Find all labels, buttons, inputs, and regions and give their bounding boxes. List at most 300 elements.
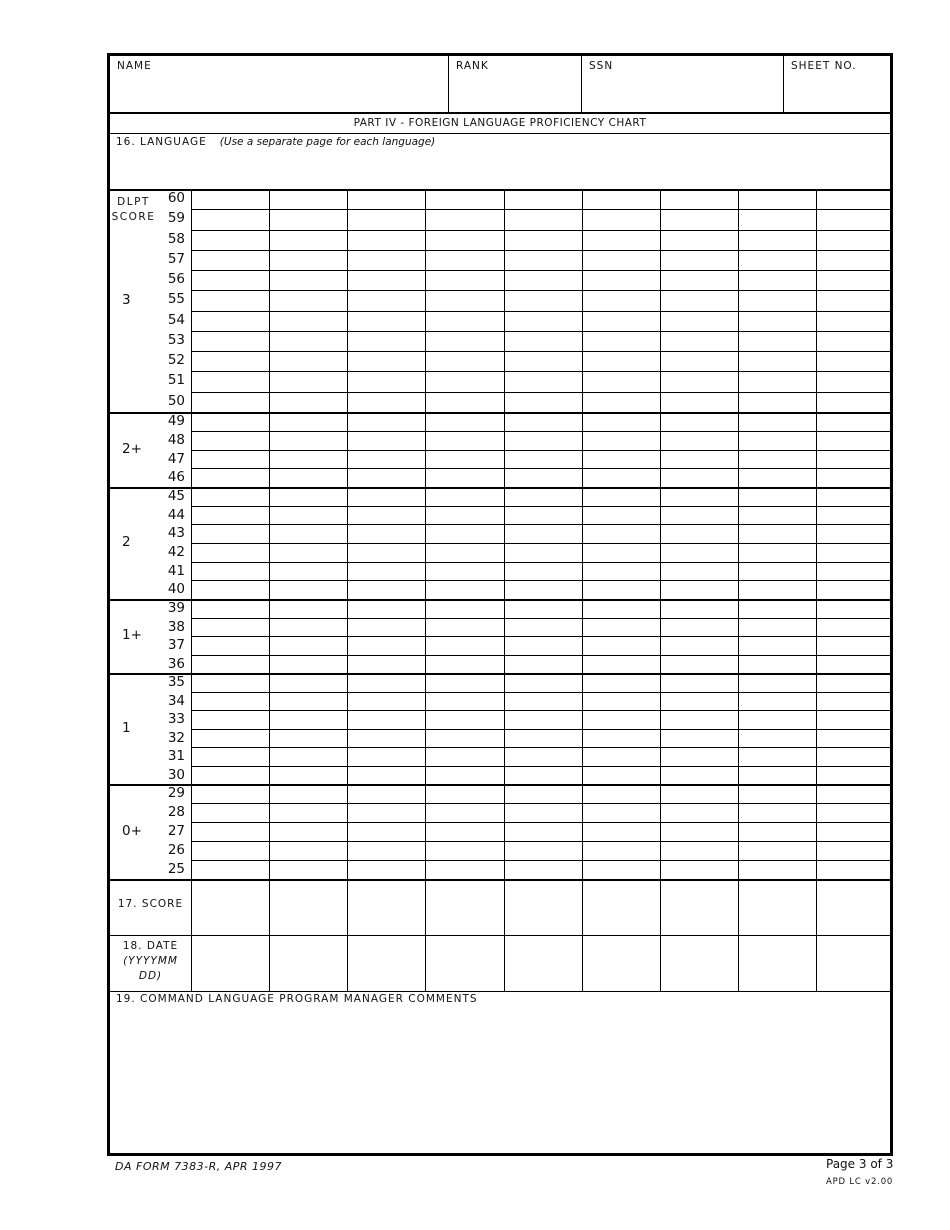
score-cell[interactable] — [191, 580, 269, 599]
score-cell[interactable] — [504, 290, 582, 310]
score-cell[interactable] — [347, 747, 425, 766]
score-cell[interactable] — [816, 431, 894, 450]
score-cell[interactable] — [738, 710, 816, 729]
score-cell[interactable] — [504, 230, 582, 250]
score-cell[interactable] — [816, 524, 894, 543]
language-field[interactable] — [116, 136, 886, 188]
score-cell[interactable] — [816, 450, 894, 469]
score-cell[interactable] — [738, 270, 816, 290]
score-cell[interactable] — [582, 673, 660, 692]
score-cell[interactable] — [504, 841, 582, 860]
score-cell[interactable] — [504, 822, 582, 841]
score-cell[interactable] — [582, 580, 660, 599]
score-cell[interactable] — [347, 710, 425, 729]
score-cell[interactable] — [660, 290, 738, 310]
score-cell[interactable] — [816, 841, 894, 860]
score-total-cell[interactable] — [504, 879, 582, 935]
score-cell[interactable] — [738, 618, 816, 637]
score-cell[interactable] — [738, 487, 816, 506]
score-cell[interactable] — [504, 412, 582, 431]
score-cell[interactable] — [269, 580, 347, 599]
score-cell[interactable] — [269, 230, 347, 250]
score-cell[interactable] — [504, 331, 582, 351]
score-cell[interactable] — [504, 729, 582, 748]
score-cell[interactable] — [504, 311, 582, 331]
score-cell[interactable] — [582, 351, 660, 371]
score-cell[interactable] — [191, 290, 269, 310]
score-cell[interactable] — [738, 766, 816, 785]
score-cell[interactable] — [582, 710, 660, 729]
score-cell[interactable] — [816, 543, 894, 562]
score-cell[interactable] — [504, 784, 582, 803]
score-cell[interactable] — [660, 250, 738, 270]
score-cell[interactable] — [269, 311, 347, 331]
score-cell[interactable] — [660, 450, 738, 469]
score-cell[interactable] — [191, 468, 269, 487]
score-cell[interactable] — [582, 562, 660, 581]
score-cell[interactable] — [269, 784, 347, 803]
score-cell[interactable] — [425, 468, 503, 487]
score-total-cell[interactable] — [582, 879, 660, 935]
date-cell[interactable] — [425, 935, 503, 991]
score-cell[interactable] — [738, 860, 816, 879]
score-cell[interactable] — [816, 412, 894, 431]
score-cell[interactable] — [816, 487, 894, 506]
score-cell[interactable] — [269, 562, 347, 581]
score-cell[interactable] — [816, 784, 894, 803]
score-cell[interactable] — [738, 580, 816, 599]
score-cell[interactable] — [816, 655, 894, 674]
score-cell[interactable] — [425, 351, 503, 371]
score-cell[interactable] — [347, 250, 425, 270]
score-cell[interactable] — [191, 766, 269, 785]
score-cell[interactable] — [660, 692, 738, 711]
score-cell[interactable] — [660, 860, 738, 879]
score-cell[interactable] — [347, 803, 425, 822]
score-cell[interactable] — [191, 450, 269, 469]
score-cell[interactable] — [582, 747, 660, 766]
score-cell[interactable] — [269, 468, 347, 487]
score-cell[interactable] — [738, 729, 816, 748]
score-cell[interactable] — [504, 270, 582, 290]
score-cell[interactable] — [425, 189, 503, 209]
score-cell[interactable] — [425, 692, 503, 711]
score-cell[interactable] — [738, 431, 816, 450]
score-cell[interactable] — [347, 562, 425, 581]
score-cell[interactable] — [582, 803, 660, 822]
score-cell[interactable] — [347, 487, 425, 506]
score-cell[interactable] — [191, 270, 269, 290]
score-cell[interactable] — [582, 230, 660, 250]
score-cell[interactable] — [582, 860, 660, 879]
score-cell[interactable] — [425, 209, 503, 229]
score-cell[interactable] — [347, 636, 425, 655]
score-cell[interactable] — [816, 351, 894, 371]
score-cell[interactable] — [425, 655, 503, 674]
score-cell[interactable] — [738, 351, 816, 371]
date-cell[interactable] — [582, 935, 660, 991]
score-cell[interactable] — [347, 655, 425, 674]
score-cell[interactable] — [816, 580, 894, 599]
score-cell[interactable] — [738, 250, 816, 270]
score-cell[interactable] — [738, 290, 816, 310]
score-cell[interactable] — [347, 822, 425, 841]
score-cell[interactable] — [816, 209, 894, 229]
score-cell[interactable] — [347, 618, 425, 637]
score-total-cell[interactable] — [191, 879, 269, 935]
score-cell[interactable] — [816, 822, 894, 841]
score-cell[interactable] — [738, 673, 816, 692]
score-cell[interactable] — [425, 822, 503, 841]
score-cell[interactable] — [582, 655, 660, 674]
score-cell[interactable] — [504, 580, 582, 599]
comments-field[interactable] — [116, 993, 886, 1148]
score-cell[interactable] — [816, 506, 894, 525]
score-cell[interactable] — [191, 784, 269, 803]
score-cell[interactable] — [816, 468, 894, 487]
score-cell[interactable] — [269, 860, 347, 879]
score-cell[interactable] — [191, 636, 269, 655]
score-cell[interactable] — [191, 543, 269, 562]
score-cell[interactable] — [582, 766, 660, 785]
score-cell[interactable] — [425, 450, 503, 469]
score-cell[interactable] — [504, 351, 582, 371]
score-cell[interactable] — [738, 371, 816, 391]
score-cell[interactable] — [269, 189, 347, 209]
score-cell[interactable] — [269, 841, 347, 860]
score-cell[interactable] — [816, 189, 894, 209]
score-cell[interactable] — [191, 673, 269, 692]
score-cell[interactable] — [191, 351, 269, 371]
score-cell[interactable] — [504, 250, 582, 270]
score-cell[interactable] — [660, 766, 738, 785]
score-cell[interactable] — [738, 468, 816, 487]
score-cell[interactable] — [504, 562, 582, 581]
score-cell[interactable] — [582, 392, 660, 412]
score-cell[interactable] — [660, 618, 738, 637]
score-cell[interactable] — [425, 710, 503, 729]
score-cell[interactable] — [816, 599, 894, 618]
score-cell[interactable] — [504, 371, 582, 391]
score-cell[interactable] — [582, 636, 660, 655]
score-cell[interactable] — [660, 311, 738, 331]
score-cell[interactable] — [269, 636, 347, 655]
score-cell[interactable] — [191, 803, 269, 822]
score-cell[interactable] — [816, 766, 894, 785]
date-cell[interactable] — [347, 935, 425, 991]
score-cell[interactable] — [816, 331, 894, 351]
score-cell[interactable] — [660, 543, 738, 562]
score-cell[interactable] — [347, 841, 425, 860]
score-cell[interactable] — [191, 311, 269, 331]
score-cell[interactable] — [347, 450, 425, 469]
score-cell[interactable] — [816, 747, 894, 766]
score-cell[interactable] — [660, 655, 738, 674]
score-cell[interactable] — [504, 468, 582, 487]
date-cell[interactable] — [191, 935, 269, 991]
score-cell[interactable] — [347, 230, 425, 250]
score-cell[interactable] — [738, 784, 816, 803]
score-cell[interactable] — [738, 209, 816, 229]
score-cell[interactable] — [738, 412, 816, 431]
score-cell[interactable] — [425, 392, 503, 412]
score-cell[interactable] — [269, 729, 347, 748]
score-cell[interactable] — [660, 392, 738, 412]
score-cell[interactable] — [660, 209, 738, 229]
score-cell[interactable] — [582, 450, 660, 469]
score-cell[interactable] — [504, 599, 582, 618]
date-cell[interactable] — [738, 935, 816, 991]
score-cell[interactable] — [504, 431, 582, 450]
score-cell[interactable] — [191, 209, 269, 229]
score-cell[interactable] — [582, 784, 660, 803]
score-cell[interactable] — [269, 450, 347, 469]
score-cell[interactable] — [269, 803, 347, 822]
score-cell[interactable] — [347, 506, 425, 525]
score-cell[interactable] — [191, 331, 269, 351]
score-cell[interactable] — [738, 450, 816, 469]
score-cell[interactable] — [738, 562, 816, 581]
score-cell[interactable] — [347, 412, 425, 431]
score-cell[interactable] — [504, 543, 582, 562]
score-cell[interactable] — [816, 860, 894, 879]
score-cell[interactable] — [191, 562, 269, 581]
score-cell[interactable] — [582, 189, 660, 209]
score-cell[interactable] — [816, 392, 894, 412]
score-cell[interactable] — [347, 524, 425, 543]
score-cell[interactable] — [738, 655, 816, 674]
score-cell[interactable] — [191, 431, 269, 450]
score-cell[interactable] — [582, 209, 660, 229]
score-cell[interactable] — [425, 860, 503, 879]
score-cell[interactable] — [347, 392, 425, 412]
date-cell[interactable] — [660, 935, 738, 991]
score-cell[interactable] — [269, 351, 347, 371]
score-cell[interactable] — [660, 412, 738, 431]
score-cell[interactable] — [425, 562, 503, 581]
score-cell[interactable] — [660, 784, 738, 803]
score-cell[interactable] — [660, 230, 738, 250]
score-cell[interactable] — [425, 524, 503, 543]
score-cell[interactable] — [347, 331, 425, 351]
score-cell[interactable] — [347, 270, 425, 290]
score-cell[interactable] — [347, 290, 425, 310]
score-cell[interactable] — [660, 673, 738, 692]
score-cell[interactable] — [269, 431, 347, 450]
score-cell[interactable] — [425, 803, 503, 822]
score-cell[interactable] — [582, 506, 660, 525]
score-cell[interactable] — [582, 412, 660, 431]
score-cell[interactable] — [191, 729, 269, 748]
score-cell[interactable] — [816, 692, 894, 711]
score-cell[interactable] — [191, 747, 269, 766]
score-cell[interactable] — [582, 311, 660, 331]
score-cell[interactable] — [816, 311, 894, 331]
score-cell[interactable] — [660, 270, 738, 290]
score-cell[interactable] — [191, 822, 269, 841]
score-cell[interactable] — [191, 412, 269, 431]
date-cell[interactable] — [816, 935, 894, 991]
score-cell[interactable] — [816, 270, 894, 290]
score-cell[interactable] — [269, 673, 347, 692]
score-cell[interactable] — [504, 766, 582, 785]
score-cell[interactable] — [425, 487, 503, 506]
score-cell[interactable] — [504, 189, 582, 209]
score-cell[interactable] — [660, 841, 738, 860]
score-cell[interactable] — [191, 230, 269, 250]
score-cell[interactable] — [738, 822, 816, 841]
score-cell[interactable] — [816, 636, 894, 655]
score-cell[interactable] — [191, 487, 269, 506]
score-cell[interactable] — [504, 392, 582, 412]
score-cell[interactable] — [660, 599, 738, 618]
score-cell[interactable] — [660, 747, 738, 766]
score-cell[interactable] — [269, 412, 347, 431]
score-cell[interactable] — [660, 331, 738, 351]
score-cell[interactable] — [347, 729, 425, 748]
score-cell[interactable] — [191, 710, 269, 729]
score-cell[interactable] — [816, 230, 894, 250]
score-cell[interactable] — [269, 290, 347, 310]
score-cell[interactable] — [738, 311, 816, 331]
score-cell[interactable] — [738, 543, 816, 562]
score-cell[interactable] — [347, 351, 425, 371]
score-cell[interactable] — [425, 580, 503, 599]
score-cell[interactable] — [425, 636, 503, 655]
score-cell[interactable] — [816, 250, 894, 270]
score-cell[interactable] — [582, 431, 660, 450]
rank-field[interactable] — [449, 56, 582, 112]
score-cell[interactable] — [425, 729, 503, 748]
score-cell[interactable] — [504, 487, 582, 506]
score-cell[interactable] — [816, 371, 894, 391]
score-cell[interactable] — [660, 371, 738, 391]
score-cell[interactable] — [191, 392, 269, 412]
score-cell[interactable] — [425, 371, 503, 391]
score-cell[interactable] — [582, 468, 660, 487]
score-cell[interactable] — [269, 209, 347, 229]
score-cell[interactable] — [738, 803, 816, 822]
score-cell[interactable] — [269, 692, 347, 711]
score-cell[interactable] — [347, 189, 425, 209]
score-cell[interactable] — [738, 841, 816, 860]
score-cell[interactable] — [738, 599, 816, 618]
score-cell[interactable] — [660, 431, 738, 450]
score-cell[interactable] — [347, 673, 425, 692]
score-cell[interactable] — [269, 331, 347, 351]
score-cell[interactable] — [660, 351, 738, 371]
score-cell[interactable] — [347, 543, 425, 562]
score-cell[interactable] — [582, 331, 660, 351]
score-total-cell[interactable] — [816, 879, 894, 935]
score-cell[interactable] — [425, 431, 503, 450]
score-cell[interactable] — [269, 599, 347, 618]
score-cell[interactable] — [269, 270, 347, 290]
score-cell[interactable] — [269, 487, 347, 506]
score-cell[interactable] — [191, 860, 269, 879]
score-cell[interactable] — [425, 599, 503, 618]
score-cell[interactable] — [738, 692, 816, 711]
score-cell[interactable] — [347, 209, 425, 229]
score-cell[interactable] — [504, 636, 582, 655]
score-cell[interactable] — [504, 803, 582, 822]
score-cell[interactable] — [660, 487, 738, 506]
score-cell[interactable] — [347, 431, 425, 450]
score-cell[interactable] — [582, 729, 660, 748]
score-cell[interactable] — [816, 290, 894, 310]
date-cell[interactable] — [269, 935, 347, 991]
score-cell[interactable] — [269, 506, 347, 525]
score-cell[interactable] — [504, 506, 582, 525]
score-cell[interactable] — [269, 371, 347, 391]
score-cell[interactable] — [582, 543, 660, 562]
score-cell[interactable] — [347, 580, 425, 599]
score-cell[interactable] — [660, 524, 738, 543]
score-cell[interactable] — [738, 392, 816, 412]
score-cell[interactable] — [425, 766, 503, 785]
score-cell[interactable] — [269, 250, 347, 270]
score-cell[interactable] — [504, 860, 582, 879]
score-cell[interactable] — [582, 841, 660, 860]
score-cell[interactable] — [425, 543, 503, 562]
score-cell[interactable] — [504, 692, 582, 711]
score-cell[interactable] — [191, 841, 269, 860]
score-cell[interactable] — [191, 189, 269, 209]
score-cell[interactable] — [582, 618, 660, 637]
score-cell[interactable] — [269, 747, 347, 766]
score-cell[interactable] — [347, 784, 425, 803]
score-total-cell[interactable] — [660, 879, 738, 935]
score-cell[interactable] — [504, 747, 582, 766]
score-cell[interactable] — [582, 487, 660, 506]
score-cell[interactable] — [582, 599, 660, 618]
score-total-cell[interactable] — [269, 879, 347, 935]
score-cell[interactable] — [660, 189, 738, 209]
score-cell[interactable] — [816, 562, 894, 581]
score-total-cell[interactable] — [738, 879, 816, 935]
score-cell[interactable] — [269, 543, 347, 562]
score-cell[interactable] — [347, 468, 425, 487]
score-cell[interactable] — [191, 250, 269, 270]
score-cell[interactable] — [347, 599, 425, 618]
score-cell[interactable] — [425, 673, 503, 692]
score-cell[interactable] — [269, 766, 347, 785]
date-cell[interactable] — [504, 935, 582, 991]
score-cell[interactable] — [191, 692, 269, 711]
score-cell[interactable] — [347, 692, 425, 711]
score-cell[interactable] — [425, 250, 503, 270]
sheet-no-field[interactable] — [784, 56, 890, 112]
score-cell[interactable] — [191, 618, 269, 637]
score-cell[interactable] — [191, 599, 269, 618]
score-cell[interactable] — [191, 371, 269, 391]
score-cell[interactable] — [269, 618, 347, 637]
score-cell[interactable] — [738, 524, 816, 543]
score-cell[interactable] — [660, 729, 738, 748]
score-cell[interactable] — [582, 250, 660, 270]
score-cell[interactable] — [347, 860, 425, 879]
score-cell[interactable] — [425, 290, 503, 310]
score-cell[interactable] — [504, 524, 582, 543]
score-cell[interactable] — [660, 803, 738, 822]
score-cell[interactable] — [816, 729, 894, 748]
score-cell[interactable] — [269, 710, 347, 729]
score-cell[interactable] — [816, 673, 894, 692]
score-total-cell[interactable] — [347, 879, 425, 935]
score-cell[interactable] — [660, 636, 738, 655]
score-cell[interactable] — [738, 189, 816, 209]
score-cell[interactable] — [425, 784, 503, 803]
